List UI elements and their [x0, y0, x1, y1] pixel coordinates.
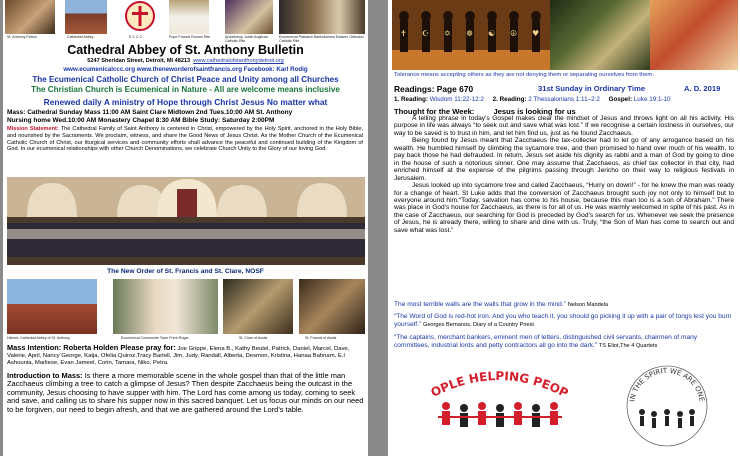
cathedral-abbey-photo	[65, 0, 107, 34]
archbishop-photo	[225, 0, 273, 34]
reflection-text	[394, 115, 734, 234]
intention-label: Mass Intention: Roberta Holden Please pray for:	[7, 343, 176, 352]
intro-text: Is there a more memorable scene in the whole gospel than that of the little man Zacchaeus climbing a tree to catch a glimpse of Jesus? Then despite Zacchaeus being the outcast in the community, Jesus choosing to have supper with him. The Lord has come among us today, coming to seek and save, and calling us to share his supper now in this sacred banquet. Let us focus our minds on our need to be forgiven, our need to begin afresh, and that we are gathered around the Lord’s table.	[7, 371, 364, 414]
taize-frere-roger-photo	[113, 279, 218, 334]
church-line-1: The Ecumenical Catholic Church of Christ Peace and Unity among all Churches	[32, 75, 339, 84]
eccc-logo	[120, 0, 160, 34]
svg-text:PEOPLE HELPING PEOPLE	[424, 356, 571, 401]
mass-schedule-2: Nursing home Wed.10:00 AM Monastery Chapel 8:30 AM Bible Study: Saturday 2:00PM	[7, 117, 275, 124]
reading2-label: 2. Reading:	[492, 96, 527, 103]
header-caption: St. Anthony Patron	[7, 35, 37, 39]
address-line	[3, 58, 368, 64]
mission-statement	[7, 126, 363, 153]
svg-text:✝: ✝	[400, 29, 407, 38]
pope-francis-photo	[169, 0, 209, 34]
bulletin-page-left	[3, 0, 368, 456]
photo-caption: St. Clare of Assisi	[239, 336, 268, 340]
readings-label: Readings: Page 670	[394, 84, 474, 94]
year-label: A. D. 2019	[684, 84, 721, 93]
quote-author: Nelson Mandela	[567, 302, 609, 308]
church-line-2: The Christian Church is Ecumenical in Nature - All are welcome means inclusive	[31, 85, 340, 94]
st-francis-photo	[299, 279, 365, 334]
reading1-label: 1. Reading:	[394, 96, 428, 103]
photo-caption: St. Francis of Assisi	[305, 336, 337, 340]
header-caption: Pope Francis Roman Rite	[169, 35, 211, 39]
links-line[interactable]: www.ecumenicalccc.org www.theneworderofsaintfrancis.org Facebook: Karl Rodig	[63, 66, 308, 73]
thought-title: Jesus is looking for us	[493, 107, 576, 116]
motto-line: Renewed daily A ministry of Hope through Christ Jesus No matter what	[43, 97, 328, 107]
tolerance-symbols-image	[392, 0, 550, 70]
header-caption: Cathedral Abbey	[67, 35, 94, 39]
mission-text: The Cathedral Family of Saint Anthony is centered in Christ, empowered by the Holy Spirit, anchored in the Holy Bible, and nourished by the Sacraments. We proclaim, witness, and share the Good News of Jesus Christ. As the Mother Church of the Ecumenical Catholic Church of Christ, our liturgical services and community efforts shall advance the peaceful and continued building of the Kingdom of God. In our ecumenical relationships with other Church Denominations, we celebrate Church Unity to the Glory of our loving God.	[7, 126, 363, 153]
congregation-photo	[7, 177, 365, 265]
st-anthony-photo	[5, 0, 55, 34]
reflection-paragraph-1: A telling phrase in today’s Gospel makes clear the mindset of Jesus and throws light on all his activity. His purpose in life was always “to seek out and save what was lost.” If we recognise a certain lostness in ourselves, our way to be saved is to trust in him, and let him find us, just as he found Zacchaeus.	[394, 115, 734, 137]
in-the-spirit-circle-graphic	[612, 356, 722, 456]
photo-caption: Ecumenical Communite Taize Frere Roger	[121, 336, 189, 340]
svg-text:☸: ☸	[466, 29, 474, 38]
mass-intention	[7, 344, 365, 367]
thought-label: Thought for the Week:	[394, 107, 475, 116]
st-clare-photo	[223, 279, 293, 334]
quote-eliot	[394, 334, 734, 351]
zacchaeus-tree-image	[550, 0, 650, 70]
header-caption: Archbishop Justin Anglican Catholic Rite	[225, 35, 268, 43]
reflection-paragraph-3: Jesus looked up into sycamore tree and called Zacchaeus, “Hurry on down!” - for he knew the man was ready for a change of heart. St Luke adds that the conversion of Zacchaeus brought such joy not only to himself but to everyone around him.“Today, salvation has come to his house, because this man too is a son of Abraham.” There was place in God’s house for Zacchaeus, as there is for all of us. He was warmly welcomed in spite of his past. As in the case of Zacchaeus, our searching for God is preceded by God’s search for us. Whenever we seek the presence of Jesus, he is already there, willing to share and dine with us. Truly, “the Son of Man has come to search out and save what was lost.”	[394, 182, 734, 234]
nosf-title: The New Order of St. Francis and St. Clare, NOSF	[107, 268, 264, 275]
svg-text:♥: ♥	[532, 29, 540, 38]
header-caption: Ecumenical Patriarch Bartholomew Eastern Orthodox Catholic Rite	[279, 35, 365, 43]
photo-caption: Historic Cathedral Abbey of St. Anthony	[7, 336, 70, 340]
quote-mandela	[394, 301, 734, 309]
svg-text:☮: ☮	[510, 29, 518, 38]
circle-text: IN THE SPIRIT WE ARE ONE	[628, 366, 706, 403]
sunday-title	[538, 84, 645, 93]
reading1-ref[interactable]: Wisdom 11:22-12:2	[429, 96, 484, 103]
tolerance-caption: Tolerance means accepting others as they are not denying them or separating ourselves from them.	[394, 72, 654, 78]
historic-cathedral-photo	[7, 279, 97, 334]
introduction-to-mass	[7, 372, 365, 414]
readings-row	[394, 96, 671, 103]
mass-schedule-1: Mass: Cathedral Sunday Mass 11:00 AM Saint Clare Midtown 2nd Tues.10:00 AM St. Anthony	[7, 109, 293, 116]
people-helping-text: OPLE HELPING PEOP	[428, 368, 571, 401]
svg-text:✡: ✡	[444, 29, 451, 38]
address: 5247 Sheridan Street, Detroit, MI 48213	[87, 58, 191, 64]
quote-bernanos	[394, 313, 734, 330]
header-caption: E C C C	[129, 35, 143, 39]
svg-text:☯: ☯	[488, 29, 496, 38]
quote-text: The most terrible walls are the walls that grow in the mind.”	[394, 301, 566, 308]
people-helping-people-graphic	[424, 356, 574, 456]
svg-text:IN THE SPIRIT WE ARE ONE	[628, 367, 705, 402]
reading2-ref[interactable]: 2 Thessalonians 1:11–2:2	[528, 96, 600, 103]
intention-names: Joe Grippe, Elena B., Kathy Beutel, Patrick, Daniel, Marcel, Dave, Valerie, April, Nancy George, Katja, Ofelia Quiroz,Tracy Bartell, Jim, Judy, Randall, Alberta, Desmon, Kristina, Hanaa Bahnam, E.l Ashounia, Marliese, Evan Jameel, Corin, Tamara, Niko, Petra.	[7, 346, 350, 366]
quote-text: “The captains, merchant bankers, eminent men of letters, distinguished civil servants, chairmen of many committees, industrial lords and petty contractors all go into the dark.”	[394, 334, 698, 349]
sunday-name: 31st Sunday in Ordinary Time	[538, 84, 646, 93]
hands-image	[650, 0, 738, 70]
gospel-label: Gospel:	[608, 96, 633, 103]
gospel-ref[interactable]: Luke 19:1-10	[633, 96, 671, 103]
mission-label: Mission Statement:	[7, 126, 59, 132]
bulletin-page-right	[388, 0, 740, 456]
reflection-paragraph-2: Being found by Jesus meant that Zacchaeus the tax-collecter had to let go of any arrogance based on his wealth. He humbled himself by climbing the sycamore tree, and then promised to hand over much of his wealth, to pay back those he had defrauded. In return, Jesus set aside his dignity as rabbi and a man of God by going to dine in the house of such a notorious sinner. One may assume that Zacchaeus, as chief tax collector in that city, had enriched himself at the expense of the pilgrims passing through Jericho on their way to religious festivals in Jerusalem.	[394, 137, 734, 182]
quote-author: TS Eliot,The 4 Quartets	[598, 342, 658, 349]
bulletin-title: Cathedral Abbey of St. Anthony Bulletin	[67, 43, 304, 57]
cathedral-website-link[interactable]: www.cathedralofstanthonydetroit.org	[193, 58, 284, 64]
intro-label: Introduction to Mass:	[7, 371, 83, 380]
patriarch-photo	[279, 0, 365, 34]
quote-author: Georges Bernanos, Diary of a Country Priest	[422, 321, 534, 328]
svg-text:☪: ☪	[422, 29, 430, 38]
quote-text: “The Word of God is red-hot iron. And you who teach it, you should go picking it up with a pair of tongs lest you burn yourself.”	[394, 313, 732, 328]
